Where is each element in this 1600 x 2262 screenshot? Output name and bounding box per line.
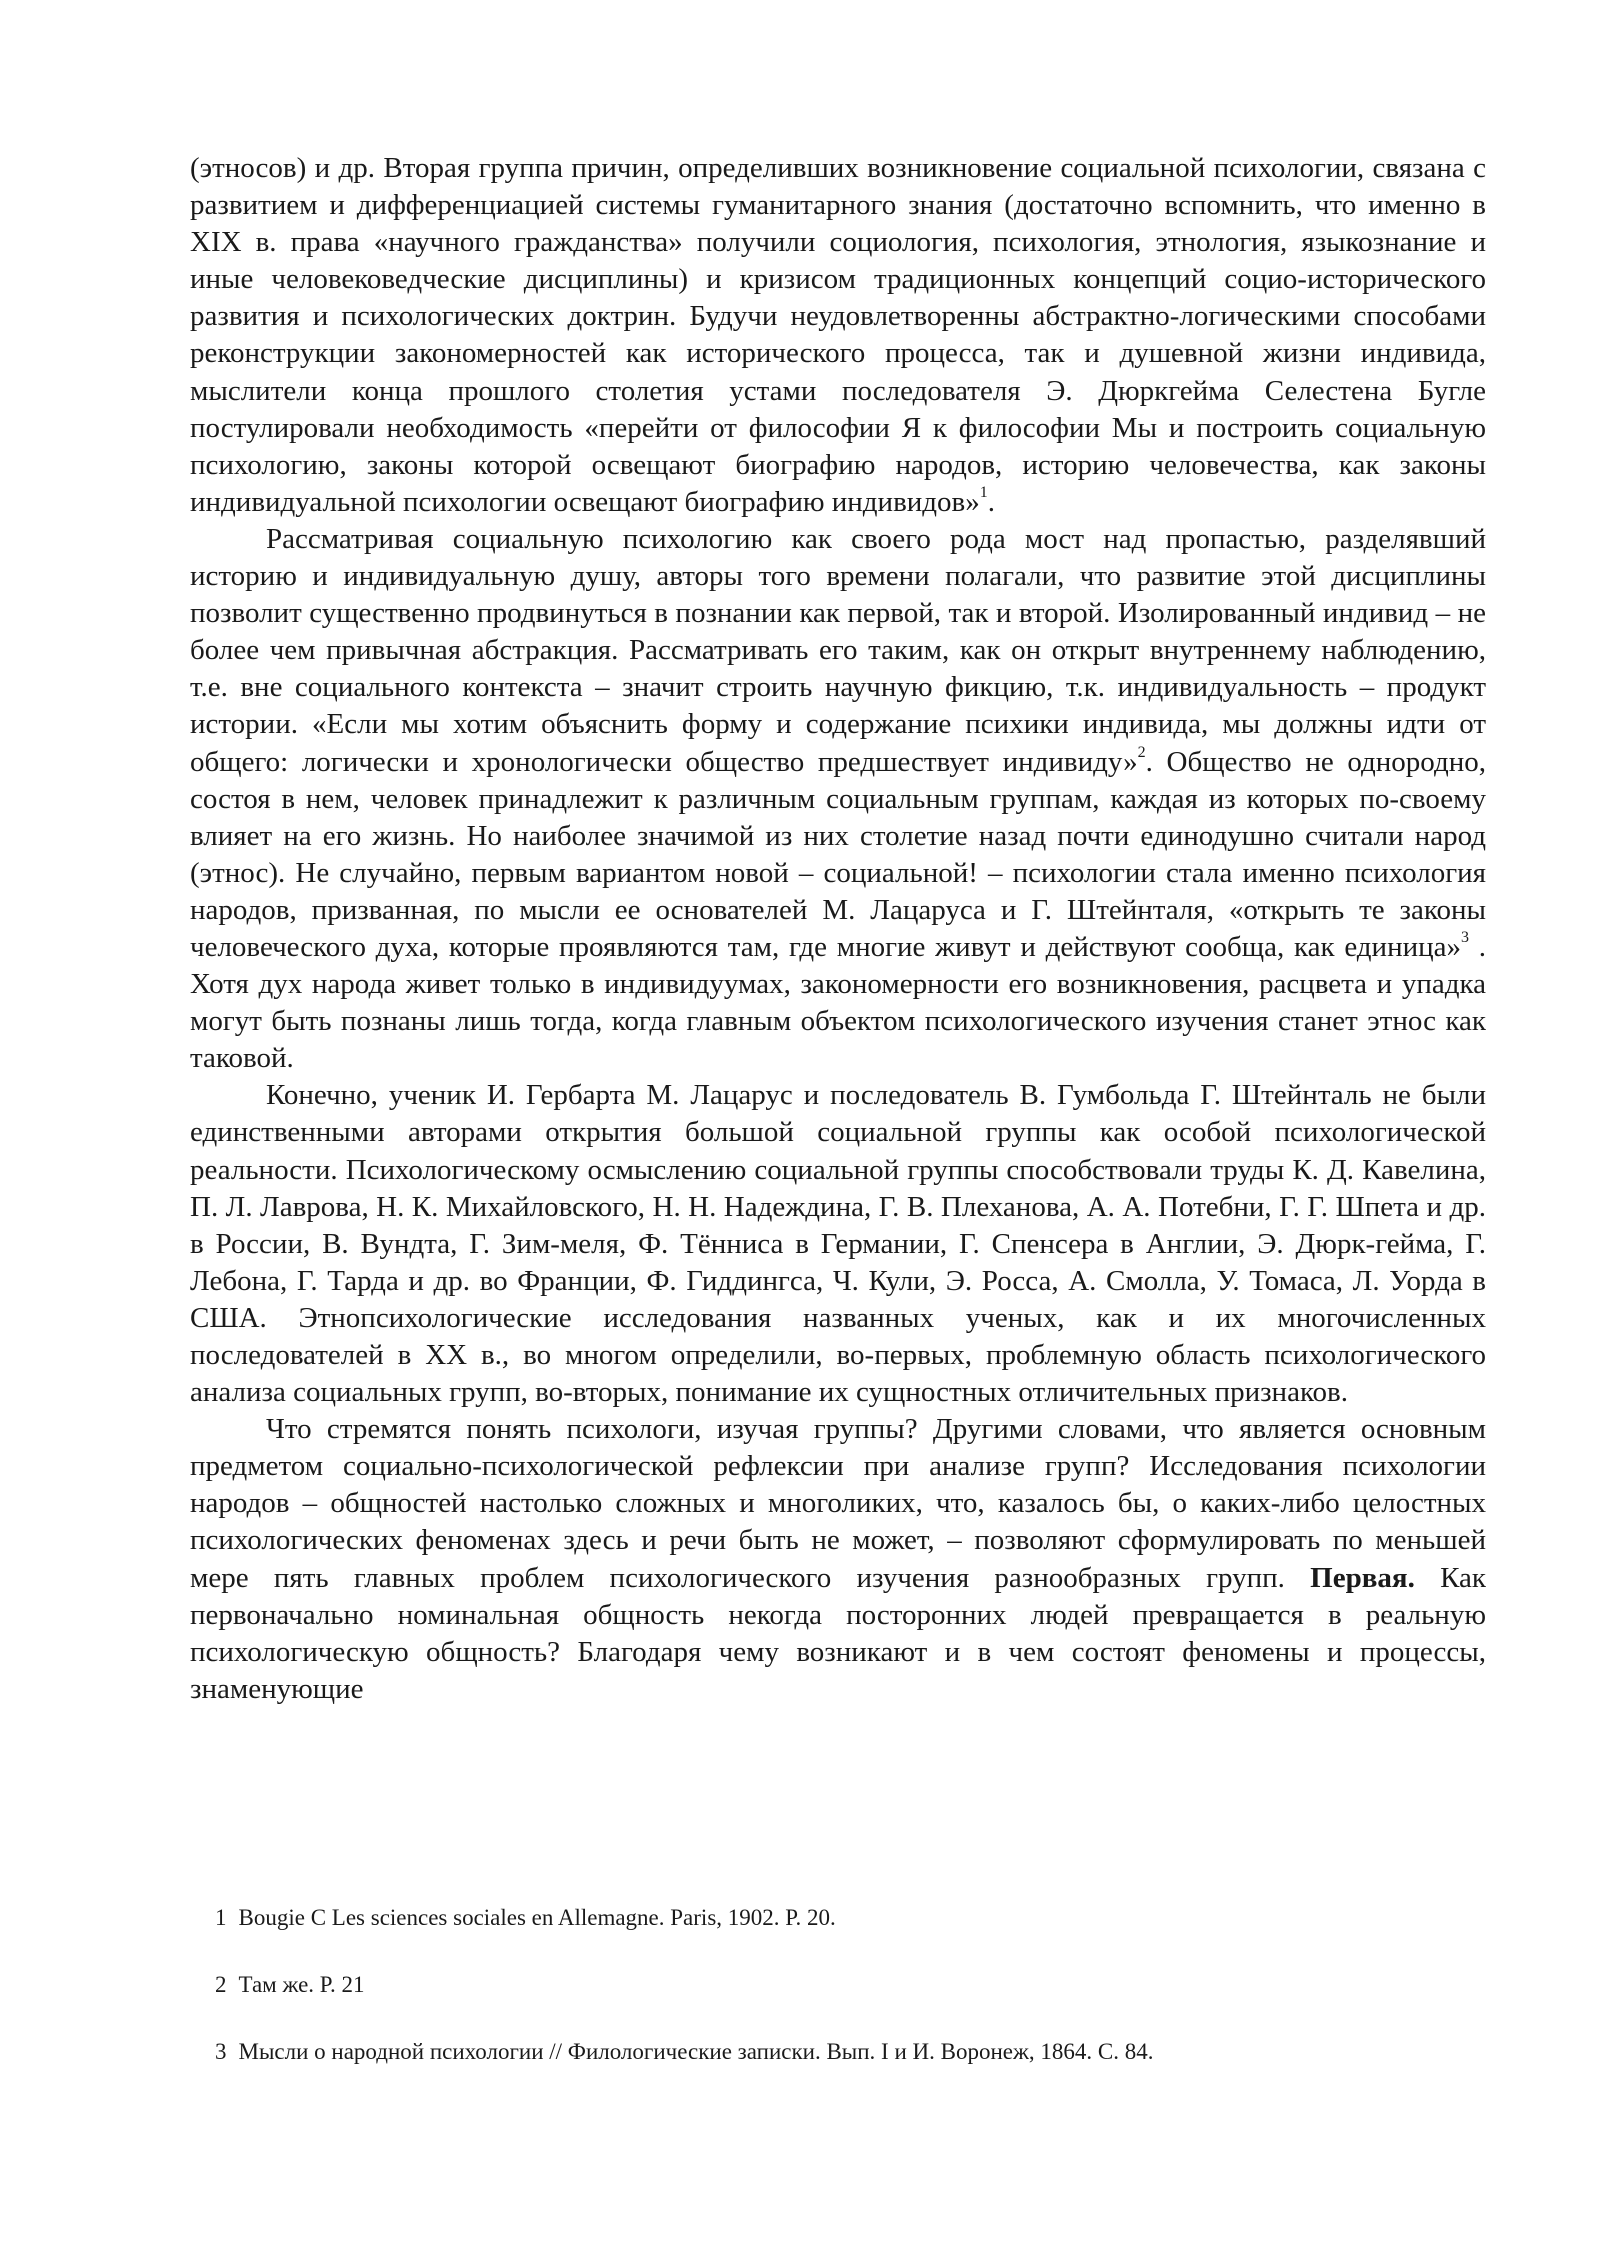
footnote-2	[215, 1971, 1465, 1999]
paragraph-3	[190, 1077, 1486, 1411]
paragraph-text: . Хотя дух народа живет только в индивидуумах, закономерности его возникновения, расцвета и упадка могут быть познаны лишь тогда, когда главным объектом психологического изучения станет этнос как таковой.	[190, 930, 1487, 1075]
footnote-ref-3[interactable]: 3	[1461, 929, 1470, 947]
footnote-3	[215, 2038, 1465, 2066]
paragraph-text: Что стремятся понять психологи, изучая группы? Другими словами, что является основным предметом социально-психологической рефлексии при анализе групп? Исследования психологии народов – общностей настолько сложных и многоликих, что, казалось бы, о каких-либо целостных психологических феноменах здесь и речи быть не может, – позволяют сформулировать по меньшей мере пять главных проблем психологического изучения разнообразных групп.	[190, 1413, 1486, 1594]
footnotes	[215, 1904, 1465, 2105]
footnote-text: Там же. P. 21	[238, 1972, 365, 1997]
footnote-1	[215, 1904, 1465, 1932]
bold-term: Первая.	[1310, 1561, 1415, 1594]
footnote-ref-2[interactable]: 2	[1137, 743, 1146, 761]
footnote-text: Bougie C Les sciences sociales en Allemagne. Paris, 1902. P. 20.	[238, 1905, 836, 1930]
paragraph-text: .	[987, 485, 995, 518]
footnote-text: Мысли о народной психологии // Филологические записки. Вып. I и И. Воронеж, 1864. С. 84.	[238, 2039, 1154, 2064]
paragraph-text: Рассматривая социальную психологию как своего рода мост над пропастью, разделявший историю и индивидуальную душу, авторы того времени полагали, что развитие этой дисциплины позволит существенно продвинуться в познании как первой, так и второй. Изолированный индивид – не более чем привычная абстракция. Рассматривать его таким, как он открыт внутреннему наблюдению, т.е. вне социального контекста – значит строить научную фикцию, т.к. индивидуальность – продукт истории. «Если мы хотим объяснить форму и содержание психики индивида, мы должны идти от общего: логически и хронологически общество предшествует индивиду»	[190, 522, 1486, 778]
footnote-number: 2	[215, 1972, 227, 1997]
body-text	[190, 150, 1486, 1708]
footnote-number: 1	[215, 1905, 227, 1930]
footnote-ref-1[interactable]: 1	[979, 484, 988, 502]
paragraph-text: (этносов) и др. Вторая группа причин, определивших возникновение социальной психологии, связана с развитием и дифференциацией системы гуманитарного знания (достаточно вспомнить, что именно в XIX в. права «научного гражданства» получили социология, психология, этнология, языкознание и иные человековедческие дисциплины) и кризисом традиционных концепций социо-исторического развития и психологических доктрин. Будучи неудовлетворенны абстрактно-логическими способами реконструкции закономерностей как исторического процесса, так и душевной жизни индивида, мыслители конца прошлого столетия устами последователя Э. Дюркгейма Селестена Бугле постулировали необходимость «перейти от философии Я к философии Мы и построить социальную психологию, законы которой освещают биографию народов, историю человечества, как законы индивидуальной психологии освещают биографию индивидов»	[190, 152, 1486, 518]
paragraph-text: Конечно, ученик И. Гербарта М. Лацарус и последователь В. Гумбольда Г. Штейнталь не были единственными авторами открытия большой социальной группы как особой психологической реальности. Психологическому осмыслению социальной группы способствовали труды К. Д. Кавелина, П. Л. Лаврова, Н. К. Михайловского, Н. Н. Надеждина, Г. В. Плеханова, А. А. Потебни, Г. Г. Шпета и др. в России, В. Вундта, Г. Зим-меля, Ф. Тённиса в Германии, Г. Спенсера в Англии, Э. Дюрк-гейма, Г. Лебона, Г. Тарда и др. во Франции, Ф. Гиддингса, Ч. Кули, Э. Росса, А. Смолла, У. Томаса, Л. Уорда в США. Этнопсихологические исследования названных ученых, как и их многочисленных последователей в XX в., во многом определили, во-первых, проблемную область психологического анализа социальных групп, во-вторых, понимание их сущностных отличительных признаков.	[190, 1079, 1486, 1409]
footnote-number: 3	[215, 2039, 227, 2064]
paragraph-text: Как первоначально номинальная общность некогда посторонних людей превращается в реальную психологическую общность? Благодаря чему возникают и в чем состоят феномены и процессы, знаменующие	[190, 1561, 1486, 1705]
paragraph-4	[190, 1411, 1486, 1708]
paragraph-2	[190, 521, 1486, 1077]
paragraph-text: . Общество не однородно, состоя в нем, человек принадлежит к различным социальным группам, каждая из которых по-своему влияет на его жизнь. Но наиболее значимой из них столетие назад почти единодушно считали народ (этнос). Не случайно, первым вариантом новой – социальной! – психологии стала именно психология народов, призванная, по мысли ее основателей М. Лацаруса и Г. Штейнталя, «открыть те законы человеческого духа, которые проявляются там, где многие живут и действуют сообща, как единица»	[190, 745, 1486, 963]
paragraph-1	[190, 150, 1486, 521]
